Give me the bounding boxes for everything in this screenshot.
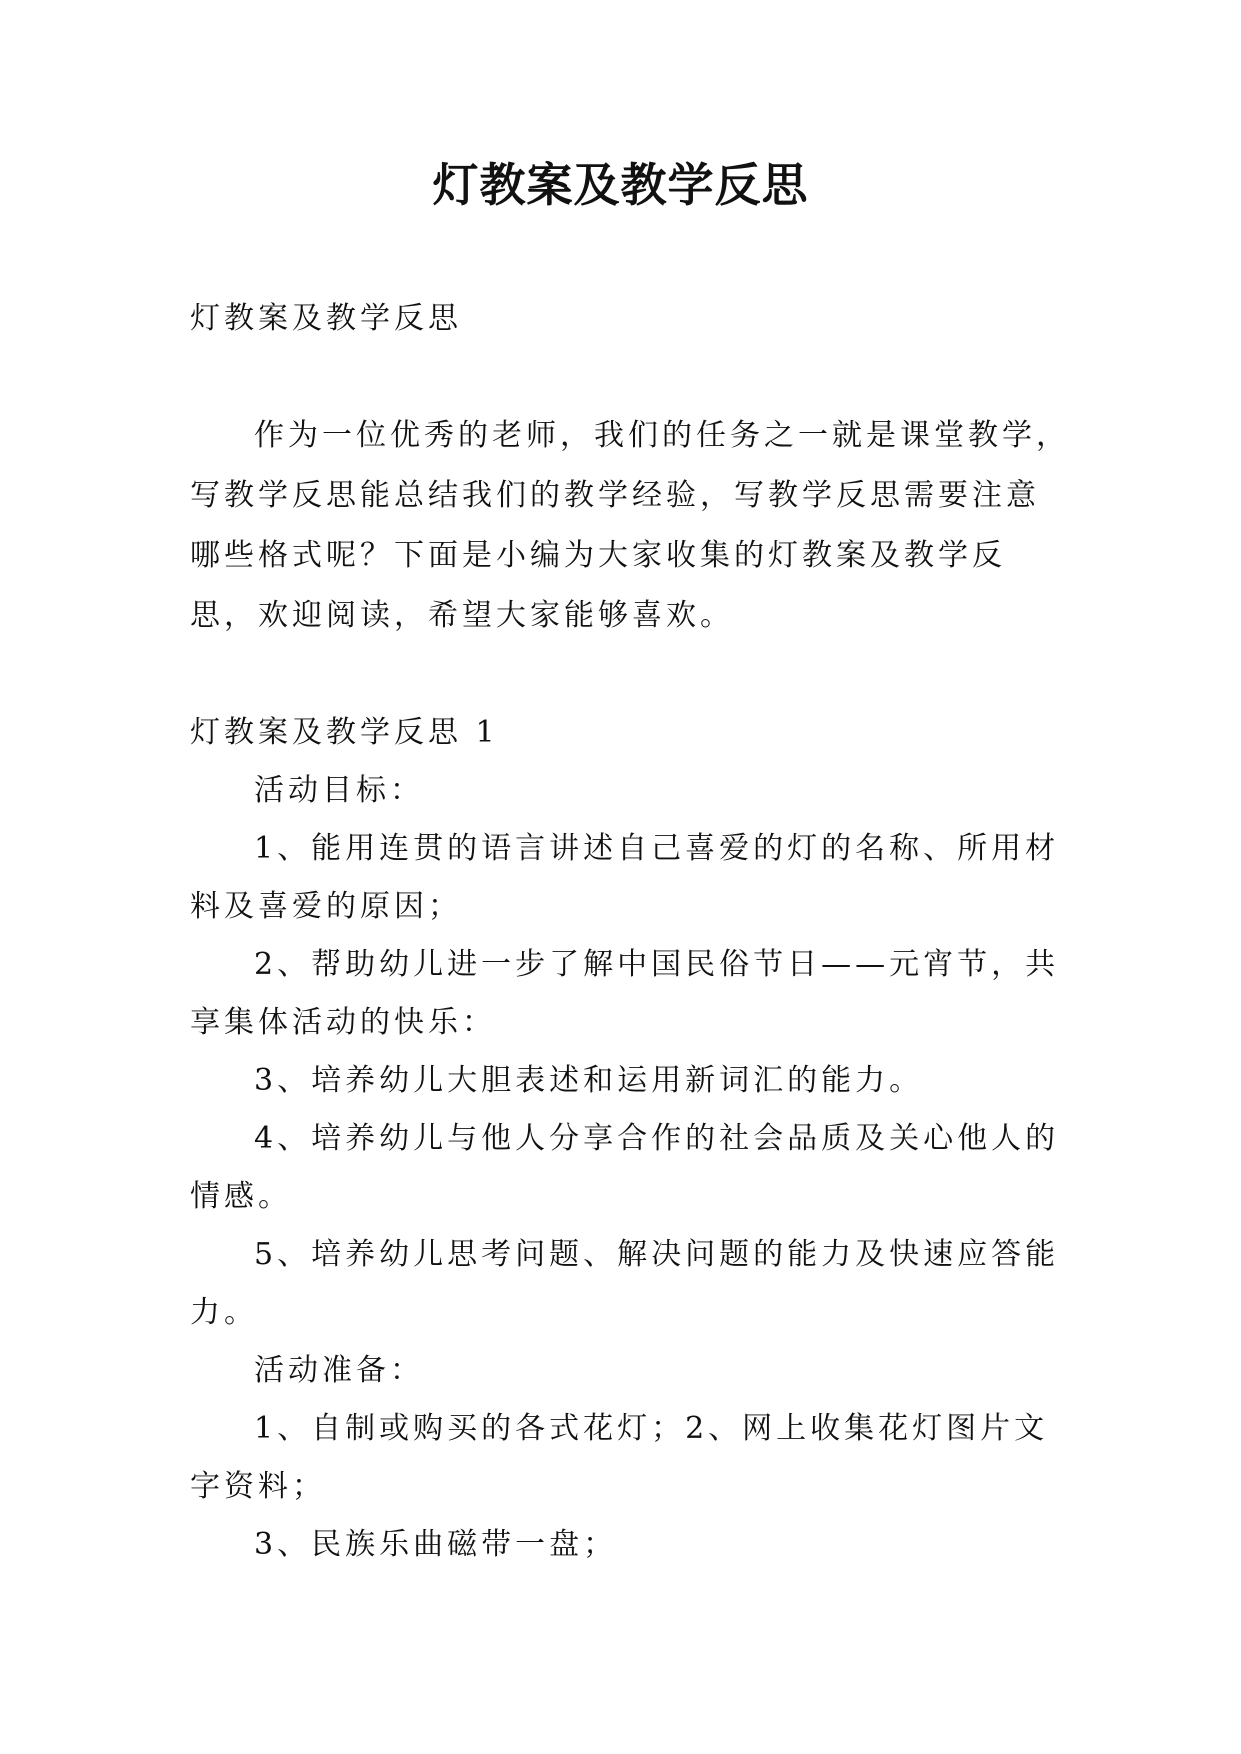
goals-heading: 活动目标：: [254, 773, 424, 808]
goal-item: 4、培养幼儿与他人分享合作的社会品质及关心他人的情感。: [190, 1121, 1060, 1214]
goal-item: 5、培养幼儿思考问题、解决问题的能力及快速应答能力。: [190, 1237, 1060, 1330]
goal-item: 2、帮助幼儿进一步了解中国民俗节日——元宵节，共享集体活动的快乐：: [190, 947, 1060, 1040]
paragraph-spacer: [190, 646, 1070, 704]
prep-item: 3、民族乐曲磁带一盘；: [254, 1527, 618, 1562]
prep-heading: 活动准备：: [254, 1353, 424, 1388]
prep-item: 1、自制或购买的各式花灯；2、网上收集花灯图片文字资料；: [190, 1411, 1049, 1504]
goal-item: 1、能用连贯的语言讲述自己喜爱的灯的名称、所用材料及喜爱的原因；: [190, 831, 1060, 924]
document-body: [190, 290, 1070, 1574]
intro-paragraph: 作为一位优秀的老师，我们的任务之一就是课堂教学，写教学反思能总结我们的教学经验，写教学反思需要注意哪些格式呢？下面是小编为大家收集的灯教案及教学反思，欢迎阅读，希望大家能够喜欢。: [190, 418, 1070, 633]
section-title: 灯教案及教学反思 1: [190, 715, 499, 750]
document-subtitle: 灯教案及教学反思: [190, 301, 462, 336]
document-title: 灯教案及教学反思: [432, 158, 809, 212]
goal-item: 3、培养幼儿大胆表述和运用新词汇的能力。: [254, 1063, 924, 1098]
